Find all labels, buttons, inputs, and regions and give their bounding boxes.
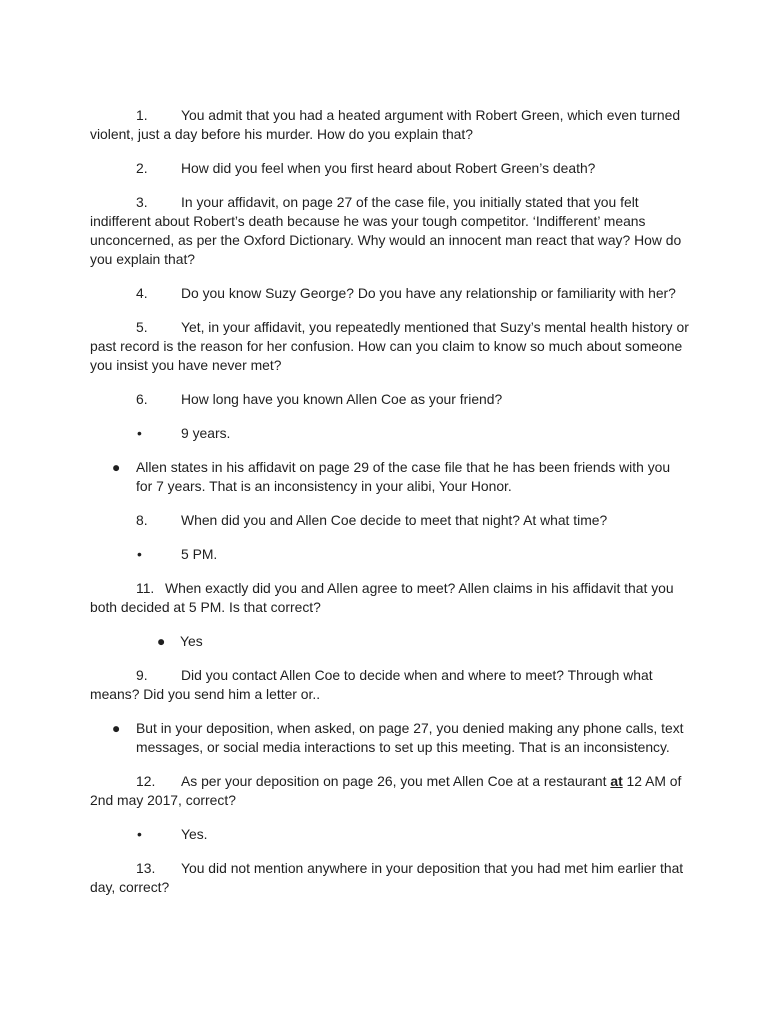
- bullet-icon: •: [137, 546, 142, 562]
- answer-text: 9 years.: [181, 425, 231, 441]
- question-text: Did you contact Allen Coe to decide when and where to meet? Through what means? Did you send him a letter or..: [90, 667, 653, 702]
- question-5: [90, 318, 690, 375]
- question-text: As per your deposition on page 26, you met Allen Coe at a restaurant: [181, 773, 611, 789]
- question-text: Yet, in your affidavit, you repeatedly mentioned that Suzy’s mental health history or past record is the reason for her confusion. How can you claim to know so much about someone you insist you have never met?: [90, 319, 689, 373]
- bullet-icon: ●: [157, 633, 166, 649]
- question-text: When exactly did you and Allen agree to meet? Allen claims in his affidavit that you both decided at 5 PM. Is that correct?: [90, 580, 674, 615]
- question-11: [90, 579, 690, 617]
- note-9: [90, 719, 690, 757]
- bullet-icon: •: [137, 826, 142, 842]
- document-body: [90, 106, 690, 912]
- bullet-icon: ●: [112, 720, 121, 736]
- question-1: [90, 106, 690, 144]
- question-8: [90, 511, 690, 530]
- bullet-icon: ●: [112, 459, 121, 475]
- emphasis-text: at: [610, 773, 623, 789]
- question-text: 12 AM of 2nd may 2017, correct?: [90, 773, 682, 808]
- question-9: [90, 666, 690, 704]
- question-number: 2.: [136, 160, 148, 176]
- question-number: 9.: [136, 667, 148, 683]
- question-number: 11.: [136, 580, 155, 596]
- question-12: [90, 772, 690, 810]
- question-text: When did you and Allen Coe decide to meet that night? At what time?: [181, 512, 608, 528]
- question-number: 3.: [136, 194, 148, 210]
- question-3: [90, 193, 690, 269]
- answer-text: 5 PM.: [181, 546, 218, 562]
- answer-11: [90, 632, 690, 651]
- question-number: 12.: [136, 773, 156, 789]
- note-6: [90, 458, 690, 496]
- question-text: You did not mention anywhere in your deposition that you had met him earlier that day, correct?: [90, 860, 684, 895]
- answer-6: [90, 424, 690, 443]
- answer-text: Yes: [180, 633, 203, 649]
- bullet-icon: •: [137, 425, 142, 441]
- answer-text: Yes.: [181, 826, 208, 842]
- question-number: 6.: [136, 391, 148, 407]
- question-text: Do you know Suzy George? Do you have any relationship or familiarity with her?: [181, 285, 676, 301]
- question-number: 4.: [136, 285, 148, 301]
- question-number: 1.: [136, 107, 148, 123]
- question-text: In your affidavit, on page 27 of the case file, you initially stated that you felt indifferent about Robert’s death because he was your tough competitor. ‘Indifferent’ means unconcerned, as per the Oxford Dictionary. Why would an innocent man react that way? How do you explain that?: [90, 194, 682, 267]
- question-number: 8.: [136, 512, 148, 528]
- question-text: You admit that you had a heated argument with Robert Green, which even turned violent, just a day before his murder. How do you explain that?: [90, 107, 681, 142]
- question-text: How did you feel when you first heard about Robert Green’s death?: [181, 160, 596, 176]
- question-text: How long have you known Allen Coe as your friend?: [181, 391, 503, 407]
- answer-12: [90, 825, 690, 844]
- question-13: [90, 859, 690, 897]
- note-text: But in your deposition, when asked, on page 27, you denied making any phone calls, text messages, or social media interactions to set up this meeting. That is an inconsistency.: [136, 720, 684, 755]
- note-text: Allen states in his affidavit on page 29 of the case file that he has been friends with you for 7 years. That is an inconsistency in your alibi, Your Honor.: [136, 459, 671, 494]
- question-4: [90, 284, 690, 303]
- question-number: 13.: [136, 860, 156, 876]
- question-2: [90, 159, 690, 178]
- question-number: 5.: [136, 319, 148, 335]
- question-6: [90, 390, 690, 409]
- answer-8: [90, 545, 690, 564]
